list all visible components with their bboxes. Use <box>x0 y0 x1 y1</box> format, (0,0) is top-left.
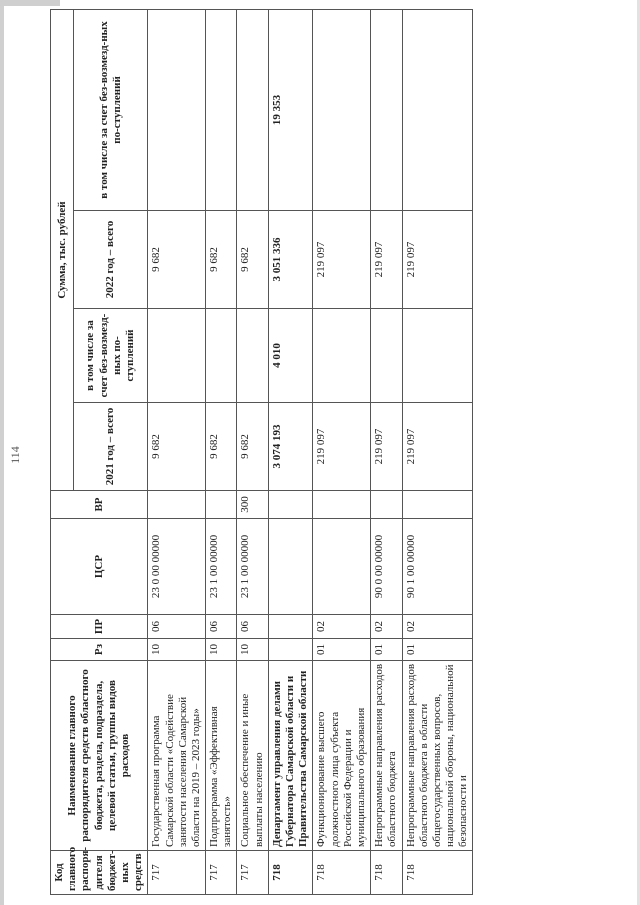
table-body <box>148 9 473 894</box>
cell-pr: 02 <box>313 615 371 639</box>
cell-csr: 90 1 00 00000 <box>402 519 473 615</box>
cell-name: Подпрограмма «Эффективная занятость» <box>206 661 237 851</box>
cell-2021-total: 9 682 <box>206 403 237 491</box>
page-number: 114 <box>8 446 22 464</box>
cell-vr: 300 <box>237 491 268 519</box>
cell-name: Департамент управления делами Губернатора Самарской области и Правительства Самарской области <box>268 661 313 851</box>
table-row <box>371 9 402 894</box>
cell-code: 717 <box>206 851 237 895</box>
cell-csr: 23 1 00 00000 <box>237 519 268 615</box>
cell-2021-total: 219 097 <box>402 403 473 491</box>
cell-csr: 23 0 00 00000 <box>148 519 206 615</box>
cell-2022-free <box>313 9 371 210</box>
cell-csr: 90 0 00 00000 <box>371 519 402 615</box>
header-2021-total: 2021 год – всего <box>74 403 148 491</box>
header-2022-free: в том числе за счет без-возмезд-ных по-ступлений <box>74 9 148 210</box>
header-csr: ЦСР <box>51 519 148 615</box>
cell-2022-total: 219 097 <box>371 211 402 309</box>
cell-2021-free <box>402 309 473 403</box>
cell-vr <box>268 491 313 519</box>
cell-code: 718 <box>371 851 402 895</box>
cell-rz: 01 <box>402 639 473 661</box>
table-header <box>51 9 148 894</box>
cell-2022-free <box>148 9 206 210</box>
header-pr: ПР <box>51 615 148 639</box>
cell-pr: 02 <box>402 615 473 639</box>
table-row <box>206 9 237 894</box>
budget-table <box>50 9 473 895</box>
cell-name: Непрограммные направления расходов областного бюджета в области общегосударственных вопросов, национальной обороны, национальной безопасности и <box>402 661 473 851</box>
cell-2022-total: 219 097 <box>313 211 371 309</box>
table-row <box>237 9 268 894</box>
cell-2021-total: 9 682 <box>237 403 268 491</box>
cell-code: 718 <box>268 851 313 895</box>
cell-2022-total: 9 682 <box>148 211 206 309</box>
cell-2021-free <box>237 309 268 403</box>
cell-pr: 06 <box>237 615 268 639</box>
cell-2021-total: 219 097 <box>313 403 371 491</box>
cell-code: 717 <box>237 851 268 895</box>
table-row <box>268 9 313 894</box>
cell-code: 718 <box>313 851 371 895</box>
cell-2022-total: 9 682 <box>206 211 237 309</box>
cell-2021-free <box>313 309 371 403</box>
cell-2022-free <box>237 9 268 210</box>
table-row <box>313 9 371 894</box>
cell-2022-total: 3 051 336 <box>268 211 313 309</box>
cell-name: Социальное обеспечение и иные выплаты населению <box>237 661 268 851</box>
cell-vr <box>313 491 371 519</box>
cell-2022-free <box>402 9 473 210</box>
header-2021-free: в том числе за счет без-возмезд-ных по-ступлений <box>74 309 148 403</box>
header-2022-total: 2022 год – всего <box>74 211 148 309</box>
cell-pr <box>268 615 313 639</box>
cell-2021-free <box>206 309 237 403</box>
header-code: Код главного распоря-дителя бюджет-ных средств <box>51 851 148 895</box>
cell-2022-free <box>371 9 402 210</box>
cell-csr: 23 1 00 00000 <box>206 519 237 615</box>
table-row <box>148 9 206 894</box>
cell-2021-free: 4 010 <box>268 309 313 403</box>
cell-name: Функционирование высшего должностного лица субъекта Российской Федерации и муниципального образования <box>313 661 371 851</box>
cell-pr: 06 <box>206 615 237 639</box>
cell-rz <box>268 639 313 661</box>
cell-pr: 02 <box>371 615 402 639</box>
cell-pr: 06 <box>148 615 206 639</box>
cell-2021-free <box>371 309 402 403</box>
cell-2022-total: 9 682 <box>237 211 268 309</box>
cell-vr <box>206 491 237 519</box>
cell-2022-free: 19 353 <box>268 9 313 210</box>
cell-csr <box>313 519 371 615</box>
header-name: Наименование главного распорядителя средств областного бюджета, раздела, подраздела, целевой статьи, группы видов расходов <box>51 661 148 851</box>
header-vr: ВР <box>51 491 148 519</box>
header-rz: Рз <box>51 639 148 661</box>
cell-rz: 01 <box>371 639 402 661</box>
cell-csr <box>268 519 313 615</box>
table-row <box>402 9 473 894</box>
cell-2021-total: 3 074 193 <box>268 403 313 491</box>
cell-name: Непрограммные направления расходов областного бюджета <box>371 661 402 851</box>
cell-code: 717 <box>148 851 206 895</box>
cell-2021-total: 9 682 <box>148 403 206 491</box>
cell-rz: 01 <box>313 639 371 661</box>
cell-rz: 10 <box>237 639 268 661</box>
cell-rz: 10 <box>148 639 206 661</box>
cell-name: Государственная программа Самарской области «Содействие занятости населения Самарской области на 2019 – 2023 годы» <box>148 661 206 851</box>
cell-vr <box>148 491 206 519</box>
cell-2022-total: 219 097 <box>402 211 473 309</box>
cell-vr <box>402 491 473 519</box>
cell-rz: 10 <box>206 639 237 661</box>
cell-2022-free <box>206 9 237 210</box>
cell-2021-total: 219 097 <box>371 403 402 491</box>
header-sum-group: Сумма, тыс. рублей <box>51 9 74 490</box>
cell-2021-free <box>148 309 206 403</box>
cell-code: 718 <box>402 851 473 895</box>
cell-vr <box>371 491 402 519</box>
